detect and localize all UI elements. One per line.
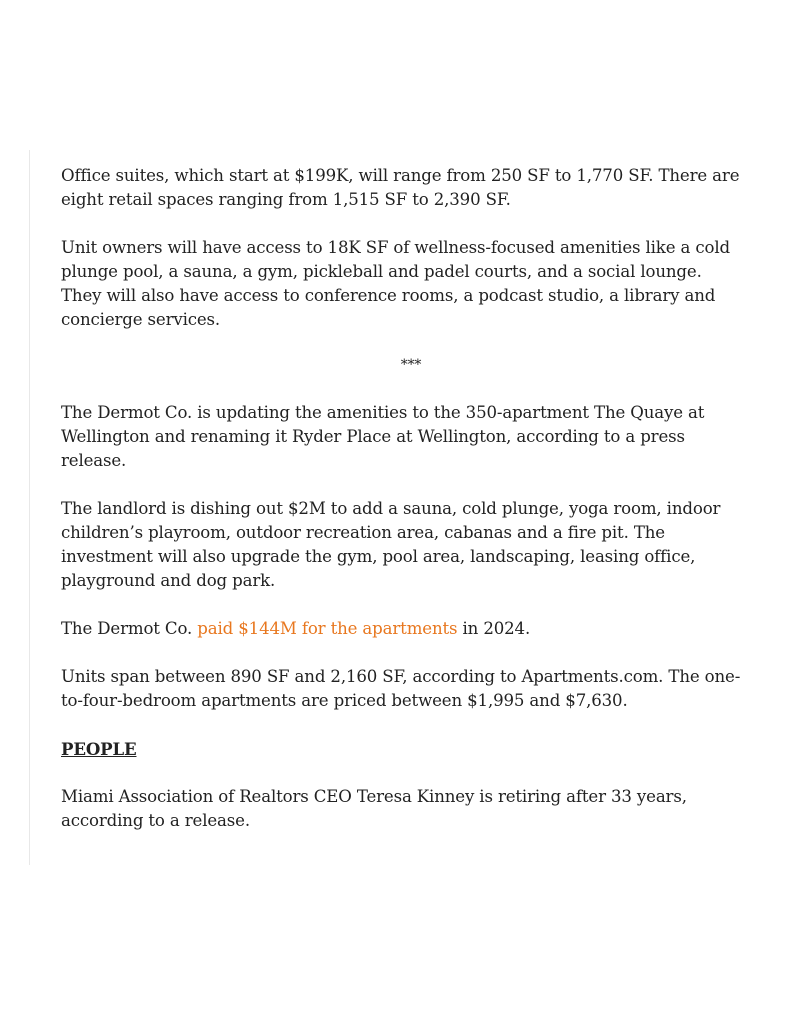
purchase-article-link[interactable]: paid $144M for the apartments: [197, 619, 458, 638]
paragraph-dermot-renaming: The Dermot Co. is updating the amenities to the 350-apartment The Quaye at Wellington and renaming it Ryder Place at Wellington, according to a press release.: [61, 403, 705, 470]
section-heading-people: PEOPLE: [61, 739, 137, 759]
paragraph-dermot-purchase: [61, 617, 741, 641]
left-border-rule: [29, 150, 30, 865]
paragraph-dermot-purchase-tail: in 2024.: [457, 619, 531, 638]
paragraph-office-suites: Office suites, which start at $199K, will range from 250 SF to 1,770 SF. There are eight retail spaces ranging from 1,515 SF to 2,390 SF.: [61, 166, 740, 209]
paragraph-realtors-ceo: Miami Association of Realtors CEO Teresa Kinney is retiring after 33 years, according to a release.: [61, 787, 687, 830]
paragraph-landlord-investment: The landlord is dishing out $2M to add a sauna, cold plunge, yoga room, indoor children’s playroom, outdoor recreation area, cabanas and a fire pit. The investment will also upgrade the gym, pool area, landscaping, leasing office, playground and dog park.: [61, 499, 721, 590]
paragraph-unit-pricing: Units span between 890 SF and 2,160 SF, according to Apartments.com. The one-to-four-bedroom apartments are priced between $1,995 and $7,630.: [61, 667, 741, 710]
paragraph-unit-owner-amenities: Unit owners will have access to 18K SF of wellness-focused amenities like a cold plunge pool, a sauna, a gym, pickleball and padel courts, and a social lounge. They will also have access to conference rooms, a podcast studio, a library and concierge services.: [61, 238, 730, 329]
article-body: [61, 164, 741, 857]
paragraph-dermot-purchase-lead: The Dermot Co.: [61, 619, 198, 638]
section-divider: ***: [400, 357, 422, 373]
